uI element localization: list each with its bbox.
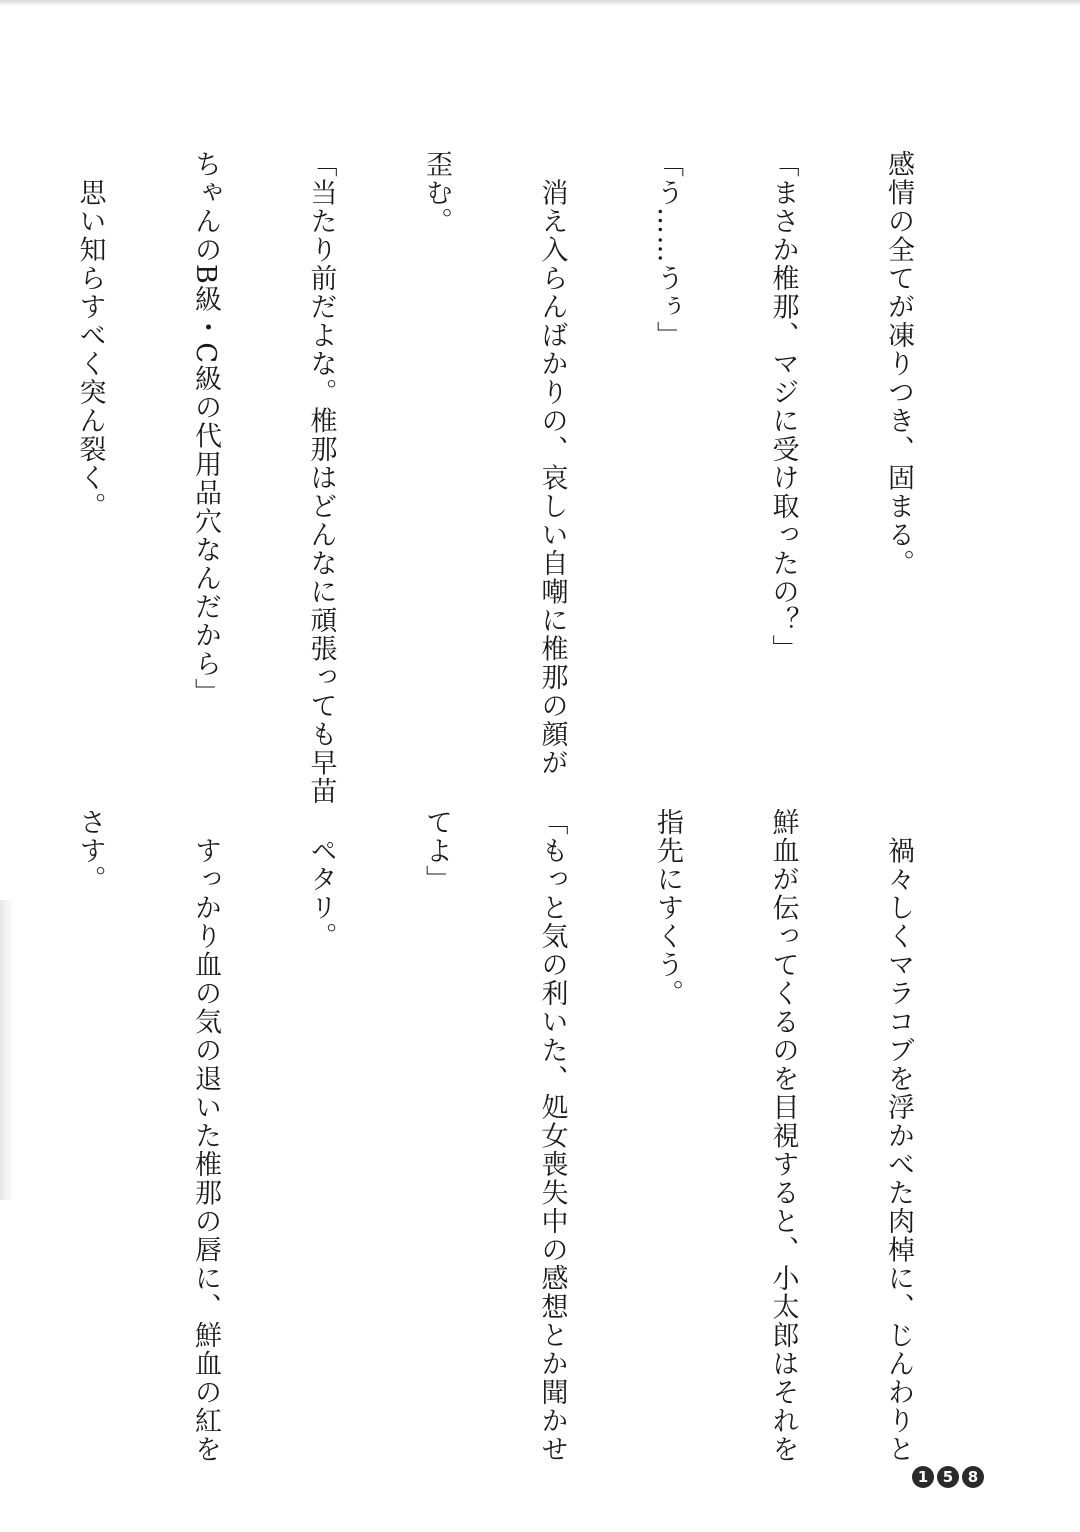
text-line: ちゃんのB級・C級の代用品穴なんだから」	[190, 150, 221, 707]
text-line: 感情の全てが凍りつき、固まる。	[883, 150, 914, 578]
text-line: 思い知らすべく突ん裂く。	[74, 150, 106, 521]
text-line: さす。	[74, 808, 106, 894]
text-line: 禍々しくマラコブを浮かべた肉棹に、じんわりと	[883, 808, 914, 1464]
text-line: 「う……うぅ」	[652, 150, 683, 350]
page-number-digit: 5	[937, 1466, 959, 1488]
text-block-bottom	[0, 808, 994, 1464]
text-line: 「当たり前だよな。椎那はどんなに頑張っても早苗	[305, 150, 337, 806]
text-line: 指先にすくう。	[652, 808, 683, 1008]
text-block-top	[0, 150, 994, 806]
page-number	[912, 1466, 984, 1488]
page-number-digit: 1	[912, 1466, 934, 1488]
text-line: てよ」	[421, 808, 452, 894]
text-line: ペタリ。	[305, 808, 337, 951]
text-line: 消え入らんばかりの、哀しい自嘲に椎那の顔が	[536, 150, 568, 777]
text-line: 「まさか椎那、マジに受け取ったの？」	[767, 150, 799, 663]
page-number-digit: 8	[962, 1466, 984, 1488]
text-line: 「もっと気の利いた、処女喪失中の感想とか聞かせ	[536, 808, 568, 1464]
text-line: すっかり血の気の退いた椎那の唇に、鮮血の紅を	[190, 808, 221, 1464]
page-top-edge	[0, 0, 1080, 6]
text-line: 鮮血が伝ってくるのを目視すると、小太郎はそれを	[767, 808, 799, 1464]
text-line: 歪む。	[421, 150, 452, 236]
